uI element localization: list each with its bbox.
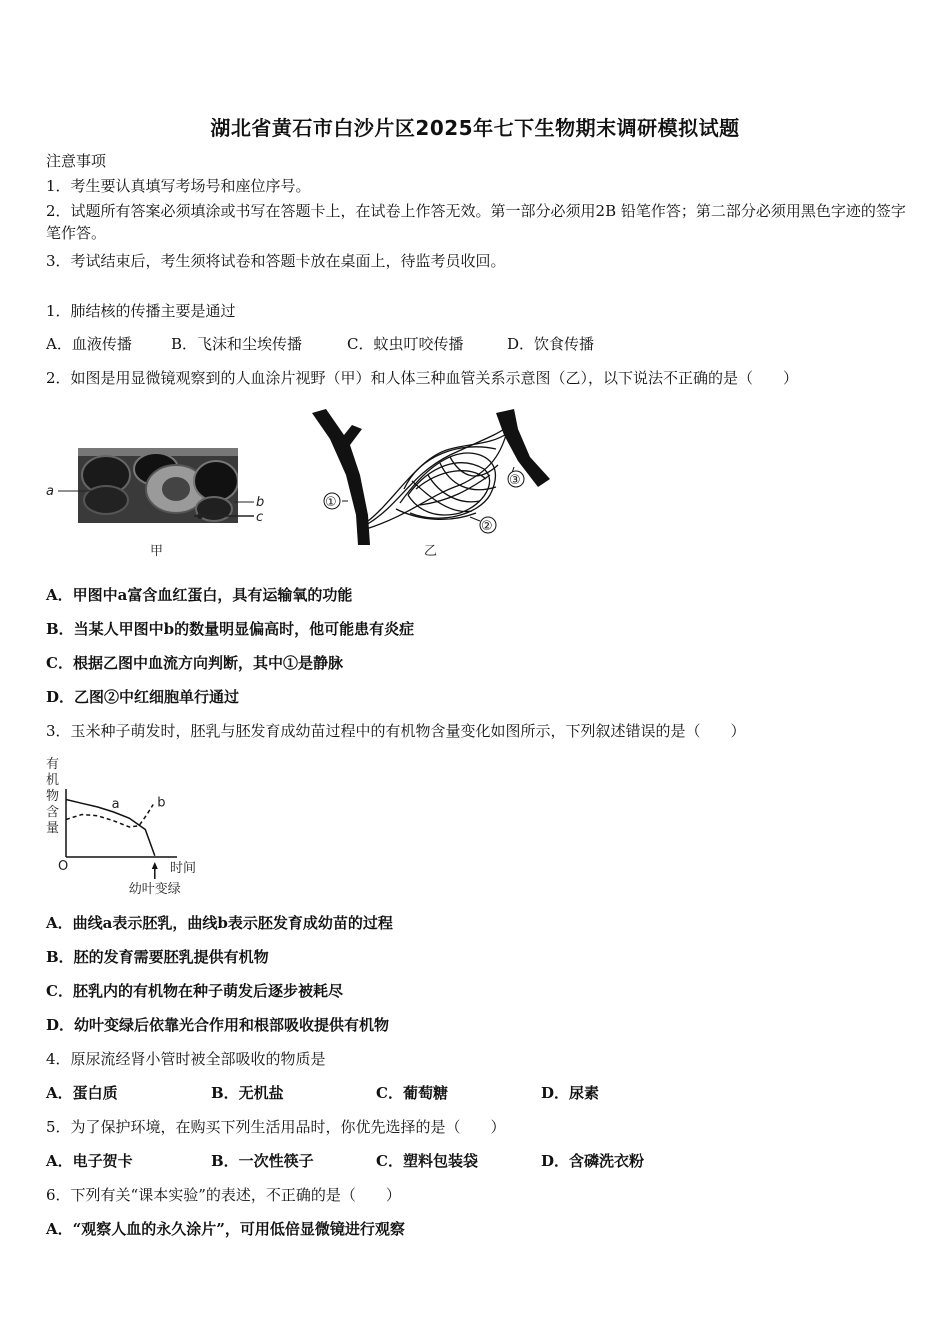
- option: B．一次性筷子: [211, 1152, 314, 1170]
- notice-item: 3．考试结束后，考生须将试卷和答题卡放在桌面上，待监考员收回。: [46, 252, 506, 270]
- page-title: 湖北省黄石市白沙片区2025年七下生物期末调研模拟试题: [210, 116, 740, 140]
- figure-blood-vessels: [300, 405, 560, 565]
- option: C．蚊虫叮咬传播: [347, 335, 464, 353]
- option: C．塑料包装袋: [376, 1152, 478, 1170]
- label-jia: 甲: [150, 544, 164, 559]
- option: D．乙图②中红细胞单行通过: [46, 688, 240, 706]
- option: A．电子贺卡: [46, 1152, 133, 1170]
- label-b: b: [256, 495, 265, 510]
- option: A．曲线a表示胚乳，曲线b表示胚发育成幼苗的过程: [46, 914, 393, 932]
- option: D．饮食传播: [507, 335, 595, 353]
- option: B．当某人甲图中b的数量明显偏高时，他可能患有炎症: [46, 620, 415, 638]
- y-axis-label-char: 有: [46, 757, 60, 772]
- question-stem: 5．为了保护环境，在购买下列生活用品时，你优先选择的是（ ）: [46, 1118, 506, 1136]
- option: A．甲图中a富含血红蛋白，具有运输氧的功能: [46, 586, 353, 604]
- notice-item: 1．考生要认真填写考场号和座位序号。: [46, 177, 311, 195]
- option: D．尿素: [541, 1084, 600, 1102]
- option: C．葡萄糖: [376, 1084, 448, 1102]
- series-a-label: a: [111, 797, 120, 812]
- option: B．无机盐: [211, 1084, 284, 1102]
- figure-organic-matter-chart: [42, 754, 212, 899]
- option: D．幼叶变绿后依靠光合作用和根部吸收提供有机物: [46, 1016, 390, 1034]
- y-axis-label-char: 含: [46, 805, 60, 820]
- origin-label: O: [58, 859, 69, 874]
- option: A．蛋白质: [46, 1084, 118, 1102]
- y-axis-label-char: 量: [46, 821, 60, 836]
- label-2: ②: [481, 519, 493, 534]
- options-row: [46, 333, 594, 355]
- y-axis-label-char: 机: [46, 773, 60, 788]
- label-a: a: [46, 484, 54, 499]
- capillary-network: [366, 429, 508, 529]
- label-1: ①: [325, 495, 337, 510]
- notice-item: 2．试题所有答案必须填涂或书写在答题卡上，在试卷上作答无效。第一部分必须用2B 铅笔作答；第二部分必须用黑色字迹的签字笔作答。: [46, 202, 906, 242]
- option: D．含磷洗衣粉: [541, 1152, 645, 1170]
- question-stem: 2．如图是用显微镜观察到的人血涂片视野（甲）和人体三种血管关系示意图（乙），以下说法不正确的是（ ）: [46, 369, 799, 387]
- y-axis-label-char: 物: [46, 789, 60, 804]
- notice-heading: 注意事项: [46, 152, 107, 170]
- x-axis-label: 时间: [170, 861, 197, 876]
- vessel-1: [312, 409, 370, 545]
- options-row: [46, 1082, 599, 1104]
- label-c: c: [256, 510, 264, 525]
- question-stem: 1．肺结核的传播主要是通过: [46, 302, 236, 320]
- option: C．根据乙图中血流方向判断，其中①是静脉: [46, 654, 343, 672]
- question-stem: 4．原尿流经肾小管时被全部吸收的物质是: [46, 1050, 326, 1068]
- series-a-line: [66, 800, 155, 856]
- y-axis-label: [46, 757, 59, 836]
- option: B．飞沫和尘埃传播: [171, 335, 303, 353]
- question-stem: 3．玉米种子萌发时，胚乳与胚发育成幼苗过程中的有机物含量变化如图所示，下列叙述错误的是（ ）: [46, 722, 746, 740]
- series-b-label: b: [157, 795, 166, 811]
- annotation-arrowhead: [152, 862, 158, 869]
- question-stem: 6．下列有关“课本实验”的表述，不正确的是（ ）: [46, 1186, 401, 1204]
- options-row: [46, 1150, 644, 1172]
- label-yi: 乙: [424, 544, 438, 559]
- series-b-line: [66, 805, 153, 828]
- option: C．胚乳内的有机物在种子萌发后逐步被耗尽: [46, 982, 343, 1000]
- option: B．胚的发育需要胚乳提供有机物: [46, 948, 269, 966]
- option: A．“观察人血的永久涂片”，可用低倍显微镜进行观察: [46, 1220, 405, 1238]
- option: A．血液传播: [46, 335, 132, 353]
- annotation-label: 幼叶变绿: [128, 882, 181, 897]
- label-3: ③: [509, 473, 521, 488]
- figure-blood-smear: [44, 405, 294, 565]
